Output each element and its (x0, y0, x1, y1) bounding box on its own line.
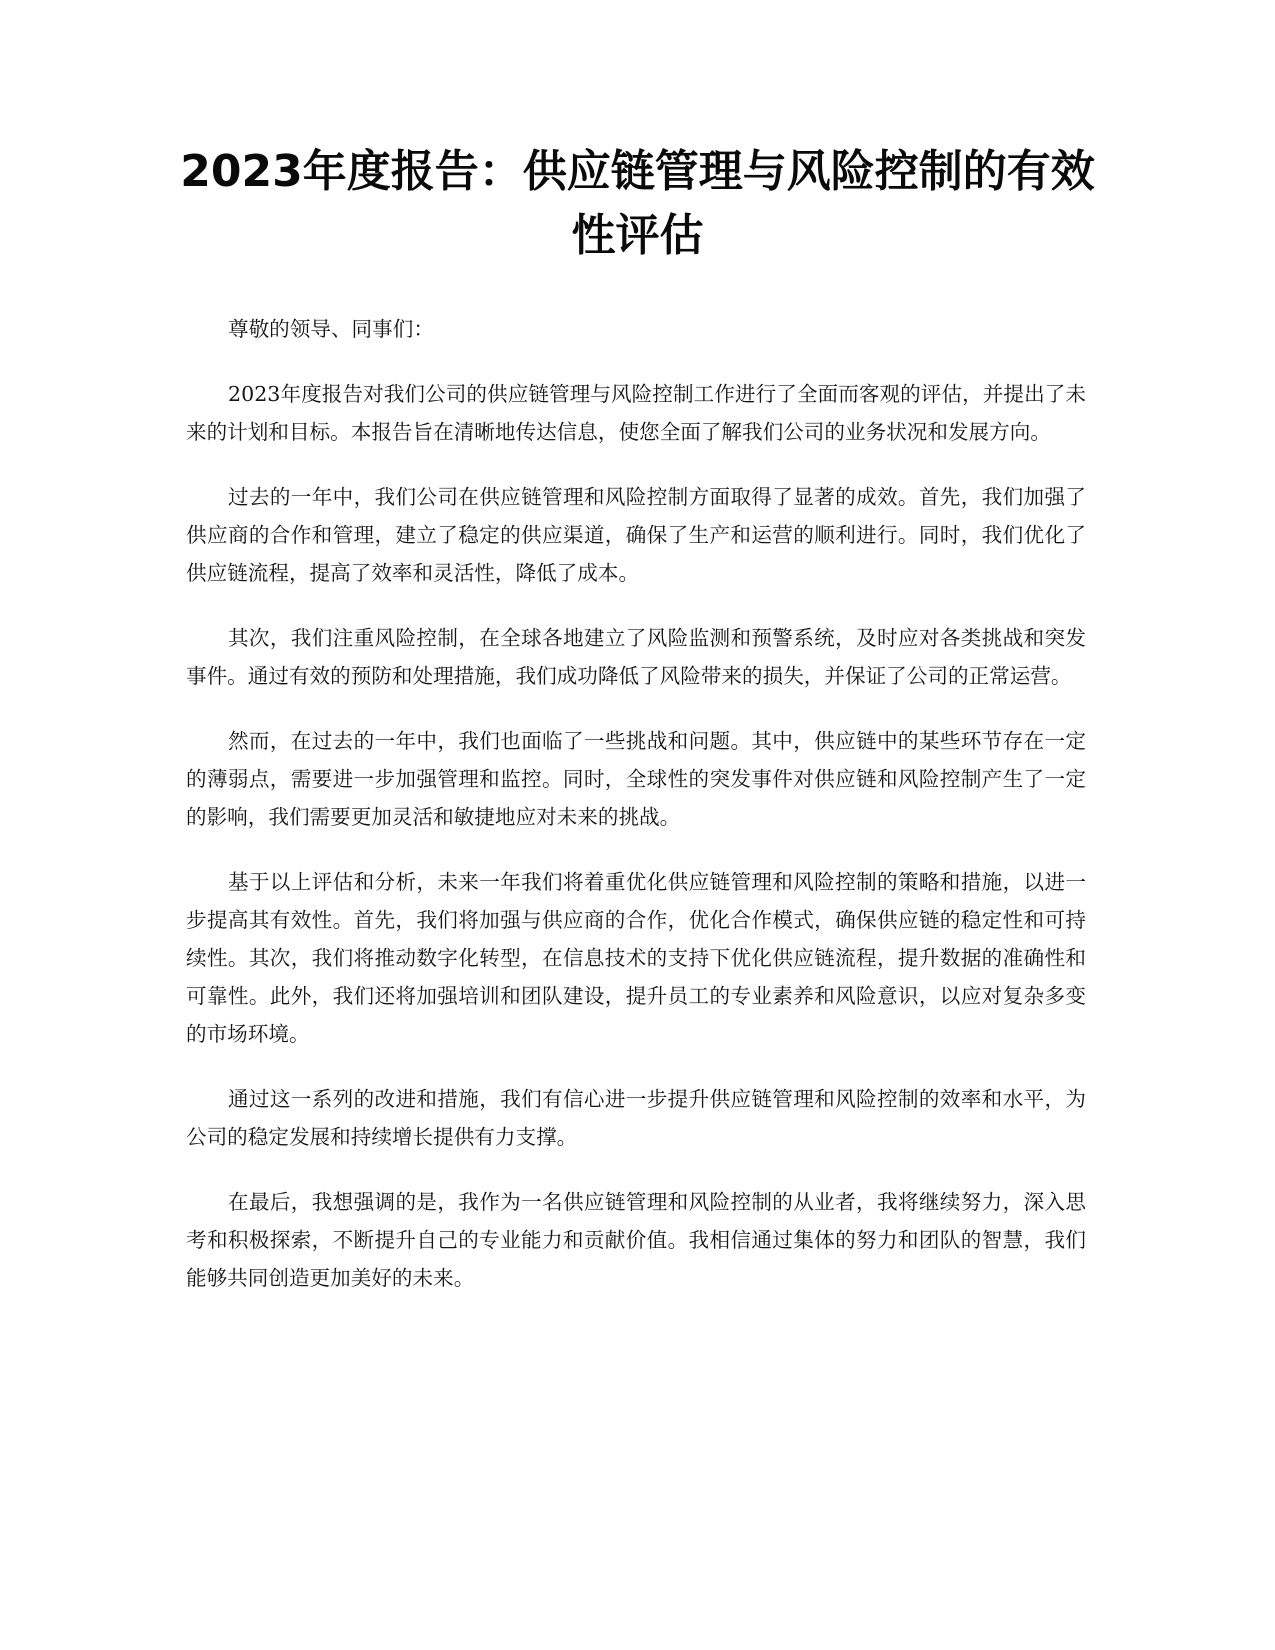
paragraph-future-plans: 基于以上评估和分析，未来一年我们将着重优化供应链管理和风险控制的策略和措施，以进一步提高其有效性。首先，我们将加强与供应商的合作，优化合作模式，确保供应链的稳定性和可持续性。其次，我们将推动数字化转型，在信息技术的支持下优化供应链流程，提升数据的准确性和可靠性。此外，我们还将加强培训和团队建设，提升员工的专业素养和风险意识，以应对复杂多变的市场环境。 (186, 870, 1086, 1046)
paragraph-achievements: 过去的一年中，我们公司在供应链管理和风险控制方面取得了显著的成效。首先，我们加强了供应商的合作和管理，建立了稳定的供应渠道，确保了生产和运营的顺利进行。同时，我们优化了供应链流程，提高了效率和灵活性，降低了成本。 (186, 485, 1086, 585)
paragraph-challenges: 然而，在过去的一年中，我们也面临了一些挑战和问题。其中，供应链中的某些环节存在一定的薄弱点，需要进一步加强管理和监控。同时，全球性的突发事件对供应链和风险控制产生了一定的影响，我们需要更加灵活和敏捷地应对未来的挑战。 (186, 729, 1086, 829)
document-title: 2023年度报告：供应链管理与风险控制的有效性评估 (180, 146, 1095, 261)
paragraph-risk-control: 其次，我们注重风险控制，在全球各地建立了风险监测和预警系统，及时应对各类挑战和突发事件。通过有效的预防和处理措施，我们成功降低了风险带来的损失，并保证了公司的正常运营。 (186, 626, 1086, 688)
paragraph-closing: 在最后，我想强调的是，我作为一名供应链管理和风险控制的从业者，我将继续努力，深入思考和积极探索，不断提升自己的专业能力和贡献价值。我相信通过集体的努力和团队的智慧，我们能够共同创造更加美好的未来。 (186, 1190, 1086, 1290)
paragraph-intro: 2023年度报告对我们公司的供应链管理与风险控制工作进行了全面而客观的评估，并提出了未来的计划和目标。本报告旨在清晰地传达信息，使您全面了解我们公司的业务状况和发展方向。 (186, 382, 1086, 444)
salutation: 尊敬的领导、同事们： (228, 317, 434, 341)
paragraph-confidence: 通过这一系列的改进和措施，我们有信心进一步提升供应链管理和风险控制的效率和水平，为公司的稳定发展和持续增长提供有力支撑。 (186, 1087, 1086, 1149)
document-body (186, 310, 1086, 1324)
